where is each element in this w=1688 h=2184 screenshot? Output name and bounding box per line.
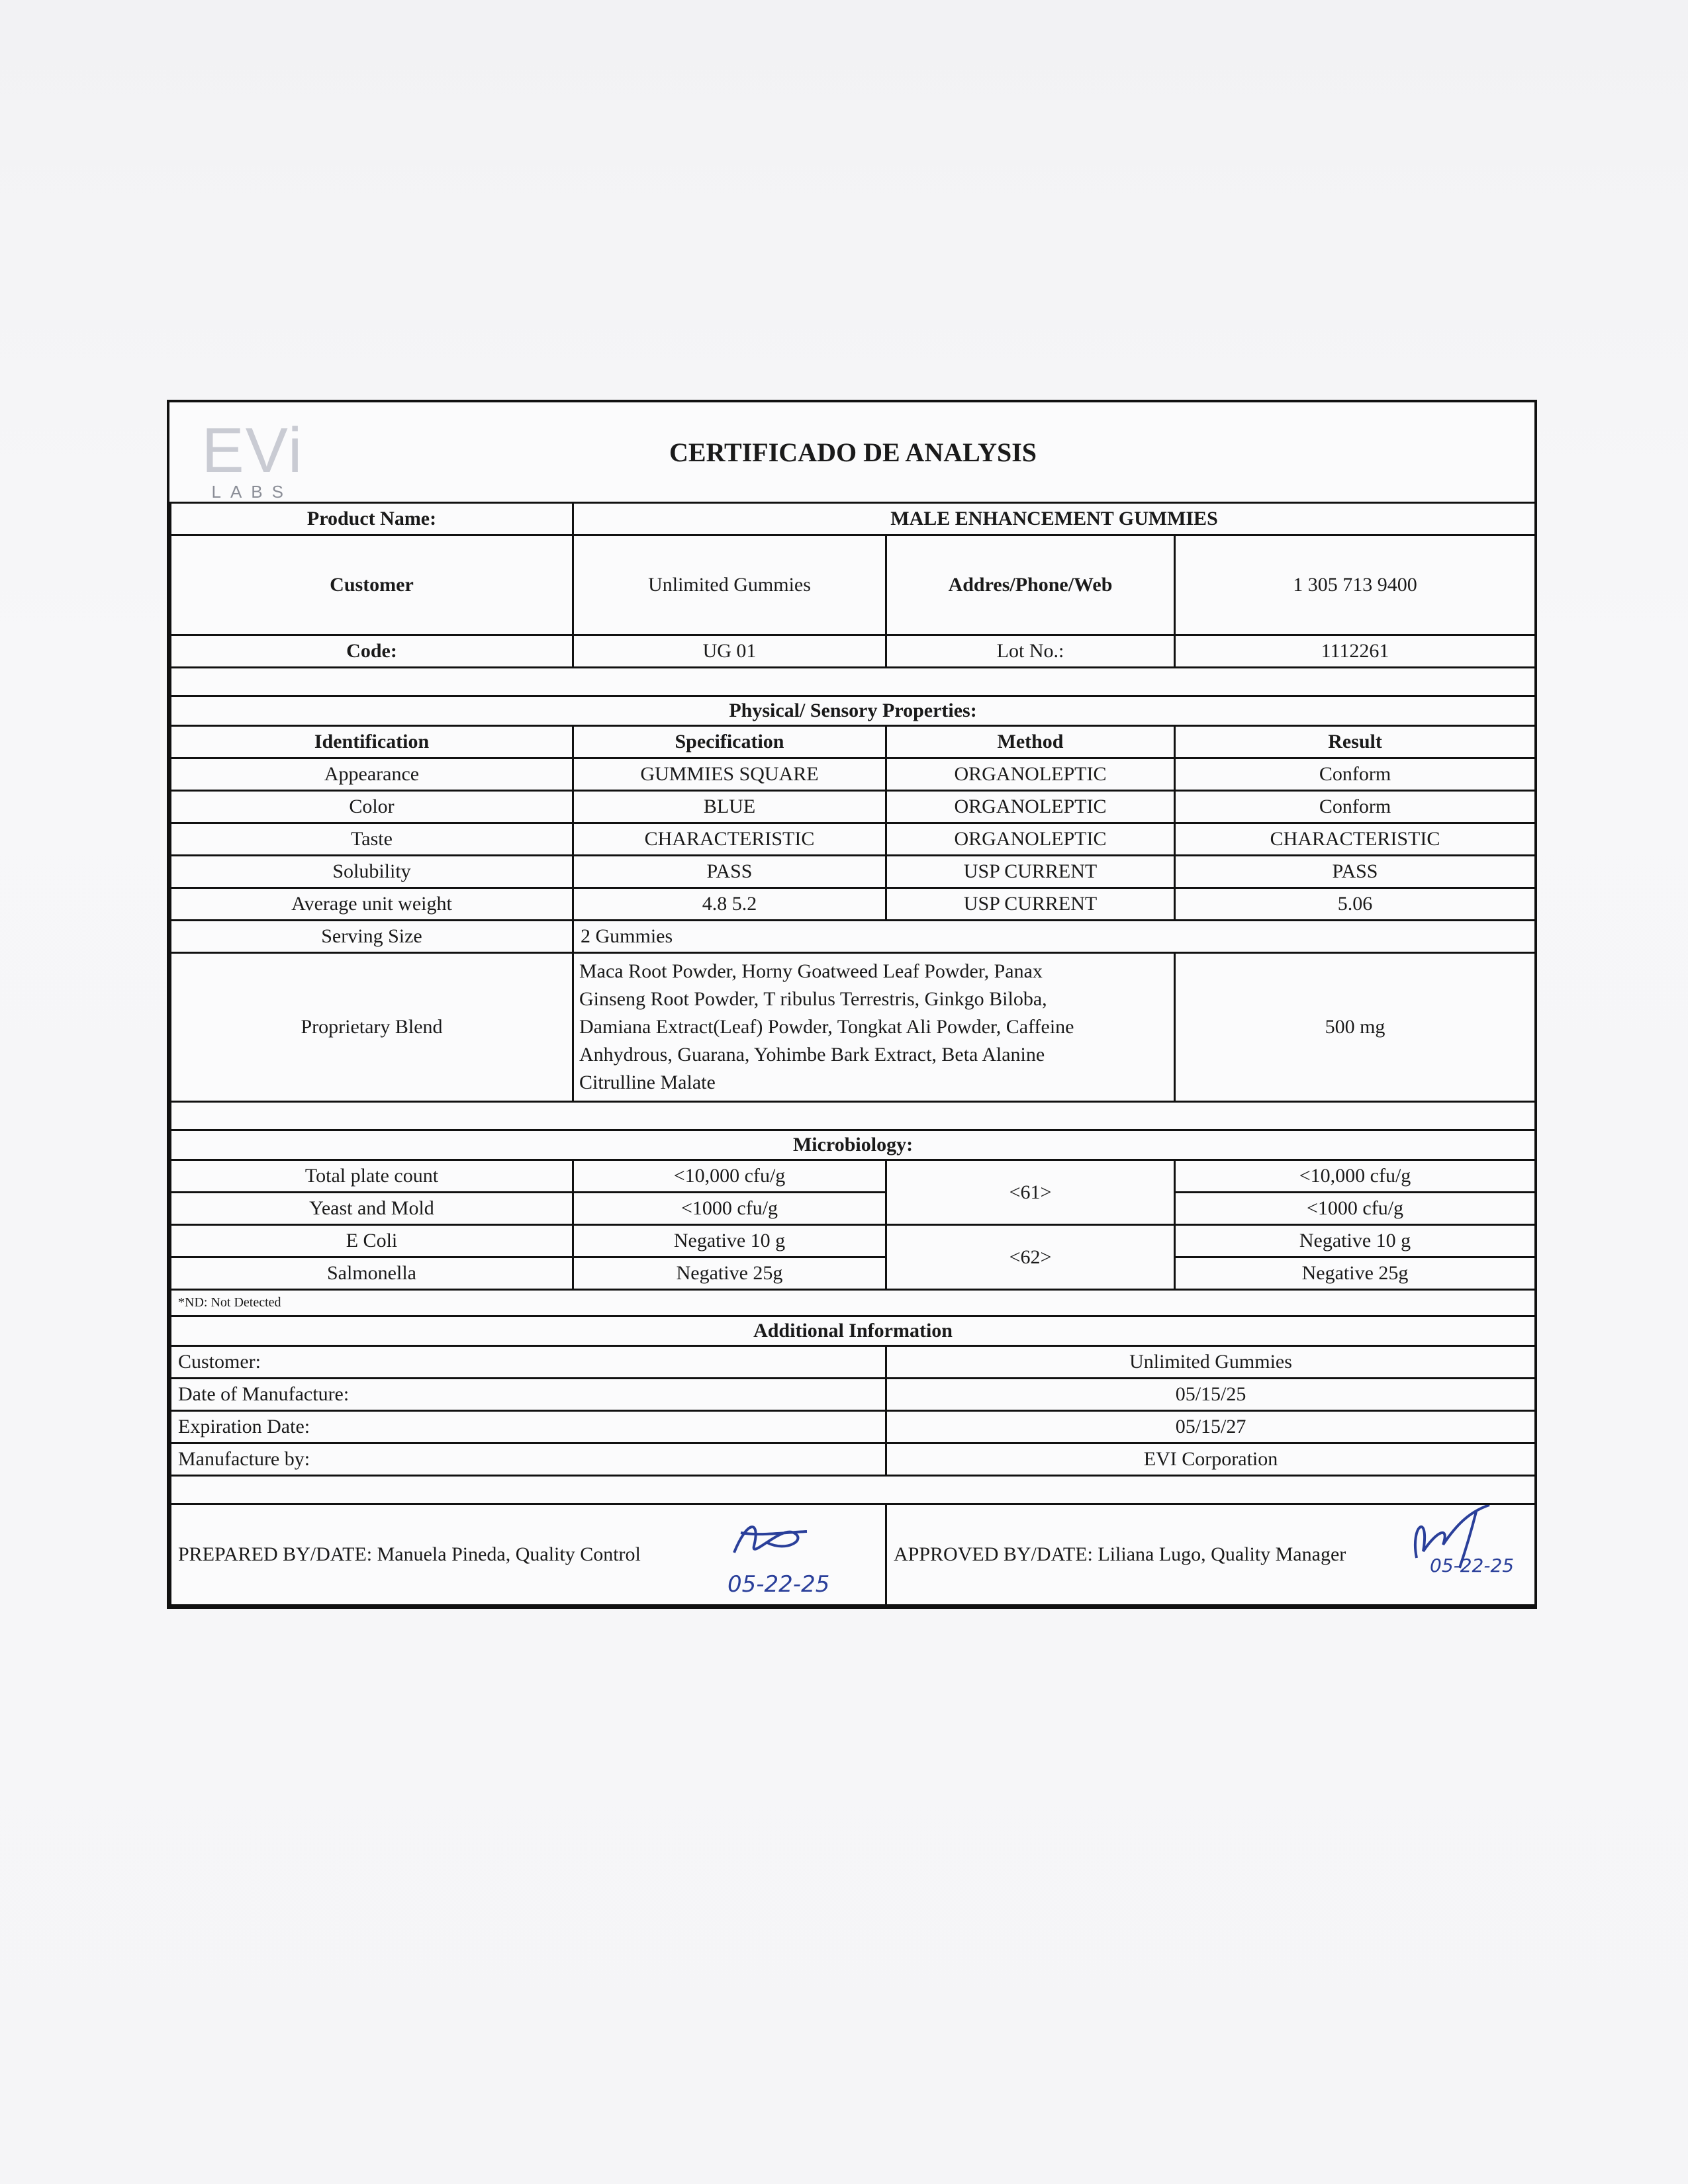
spacer-row — [171, 668, 1536, 696]
table-cell: <10,000 cfu/g — [573, 1160, 886, 1193]
prepared-date: 05-22-25 — [727, 1571, 830, 1598]
serving-size-label: Serving Size — [171, 921, 573, 953]
table-cell: 4.8 5.2 — [573, 888, 886, 921]
blend-ingredients — [573, 953, 1175, 1102]
table-cell: Conform — [1175, 791, 1536, 823]
table-cell: 5.06 — [1175, 888, 1536, 921]
document-title: CERTIFICADO DE ANALYSIS — [669, 437, 1037, 467]
certificate-table — [169, 402, 1536, 1606]
contact-value: 1 305 713 9400 — [1175, 535, 1536, 635]
contact-label: Addres/Phone/Web — [886, 535, 1175, 635]
table-cell: Negative 10 g — [1175, 1225, 1536, 1257]
table-cell: GUMMIES SQUARE — [573, 758, 886, 791]
table-cell: USP CURRENT — [886, 856, 1175, 888]
blend-label: Proprietary Blend — [171, 953, 573, 1102]
logo-mark: EVi — [201, 415, 304, 486]
additional-section-title: Additional Information — [171, 1316, 1536, 1346]
additional-value: 05/15/25 — [886, 1379, 1536, 1411]
title-cell — [171, 402, 1536, 503]
blend-line: Ginseng Root Powder, T ribulus Terrestris, Ginkgo Biloba, — [579, 988, 1047, 1010]
blend-result: 500 mg — [1175, 953, 1536, 1102]
blend-line: Citrulline Malate — [579, 1071, 716, 1093]
table-cell: ORGANOLEPTIC — [886, 758, 1175, 791]
micro-section-title: Microbiology: — [171, 1130, 1536, 1160]
table-cell: USP CURRENT — [886, 888, 1175, 921]
table-cell: Solubility — [171, 856, 573, 888]
table-cell: <1000 cfu/g — [1175, 1193, 1536, 1225]
code-value: UG 01 — [573, 635, 886, 668]
product-name-value: MALE ENHANCEMENT GUMMIES — [573, 503, 1536, 535]
table-cell: Negative 10 g — [573, 1225, 886, 1257]
serving-size-value: 2 Gummies — [573, 921, 1536, 953]
lot-label: Lot No.: — [886, 635, 1175, 668]
evi-labs-logo — [180, 415, 326, 502]
customer-label: Customer — [171, 535, 573, 635]
table-cell: CHARACTERISTIC — [573, 823, 886, 856]
spacer-row — [171, 1476, 1536, 1504]
table-cell: PASS — [1175, 856, 1536, 888]
column-header: Result — [1175, 726, 1536, 758]
table-cell: PASS — [573, 856, 886, 888]
table-cell: Conform — [1175, 758, 1536, 791]
physical-section-title: Physical/ Sensory Properties: — [171, 696, 1536, 726]
spacer-row — [171, 1102, 1536, 1130]
logo-sub: LABS — [211, 482, 293, 502]
table-cell: BLUE — [573, 791, 886, 823]
additional-label: Date of Manufacture: — [171, 1379, 886, 1411]
table-cell: Taste — [171, 823, 573, 856]
table-cell: Appearance — [171, 758, 573, 791]
nd-note: *ND: Not Detected — [171, 1290, 1536, 1316]
column-header: Identification — [171, 726, 573, 758]
table-cell: Average unit weight — [171, 888, 573, 921]
prepared-by-cell — [171, 1504, 886, 1606]
table-cell: Yeast and Mold — [171, 1193, 573, 1225]
certificate-document — [167, 400, 1537, 1609]
micro-method: <61> — [886, 1160, 1175, 1225]
additional-label: Manufacture by: — [171, 1443, 886, 1476]
table-cell: ORGANOLEPTIC — [886, 791, 1175, 823]
blend-line: Maca Root Powder, Horny Goatweed Leaf Powder, Panax — [579, 960, 1043, 982]
table-cell: Color — [171, 791, 573, 823]
customer-value: Unlimited Gummies — [573, 535, 886, 635]
lot-value: 1112261 — [1175, 635, 1536, 668]
table-cell: Total plate count — [171, 1160, 573, 1193]
approved-date: 05-22-25 — [1430, 1555, 1515, 1576]
prepared-signature — [721, 1513, 820, 1566]
table-cell: <10,000 cfu/g — [1175, 1160, 1536, 1193]
product-name-label: Product Name: — [171, 503, 573, 535]
approved-by-cell — [886, 1504, 1536, 1606]
table-cell: CHARACTERISTIC — [1175, 823, 1536, 856]
table-cell: Negative 25g — [1175, 1257, 1536, 1290]
additional-value: EVI Corporation — [886, 1443, 1536, 1476]
table-cell: Salmonella — [171, 1257, 573, 1290]
micro-method: <62> — [886, 1225, 1175, 1290]
additional-label: Expiration Date: — [171, 1411, 886, 1443]
table-cell: E Coli — [171, 1225, 573, 1257]
table-cell: ORGANOLEPTIC — [886, 823, 1175, 856]
code-label: Code: — [171, 635, 573, 668]
prepared-by-text: PREPARED BY/DATE: Manuela Pineda, Quality Control — [178, 1543, 641, 1565]
column-header: Method — [886, 726, 1175, 758]
additional-label: Customer: — [171, 1346, 886, 1379]
additional-value: Unlimited Gummies — [886, 1346, 1536, 1379]
table-cell: Negative 25g — [573, 1257, 886, 1290]
approved-by-text: APPROVED BY/DATE: Liliana Lugo, Quality Manager — [894, 1543, 1346, 1565]
additional-value: 05/15/27 — [886, 1411, 1536, 1443]
table-cell: <1000 cfu/g — [573, 1193, 886, 1225]
blend-line: Anhydrous, Guarana, Yohimbe Bark Extract, Beta Alanine — [579, 1044, 1045, 1066]
column-header: Specification — [573, 726, 886, 758]
blend-line: Damiana Extract(Leaf) Powder, Tongkat Ali Powder, Caffeine — [579, 1016, 1074, 1038]
